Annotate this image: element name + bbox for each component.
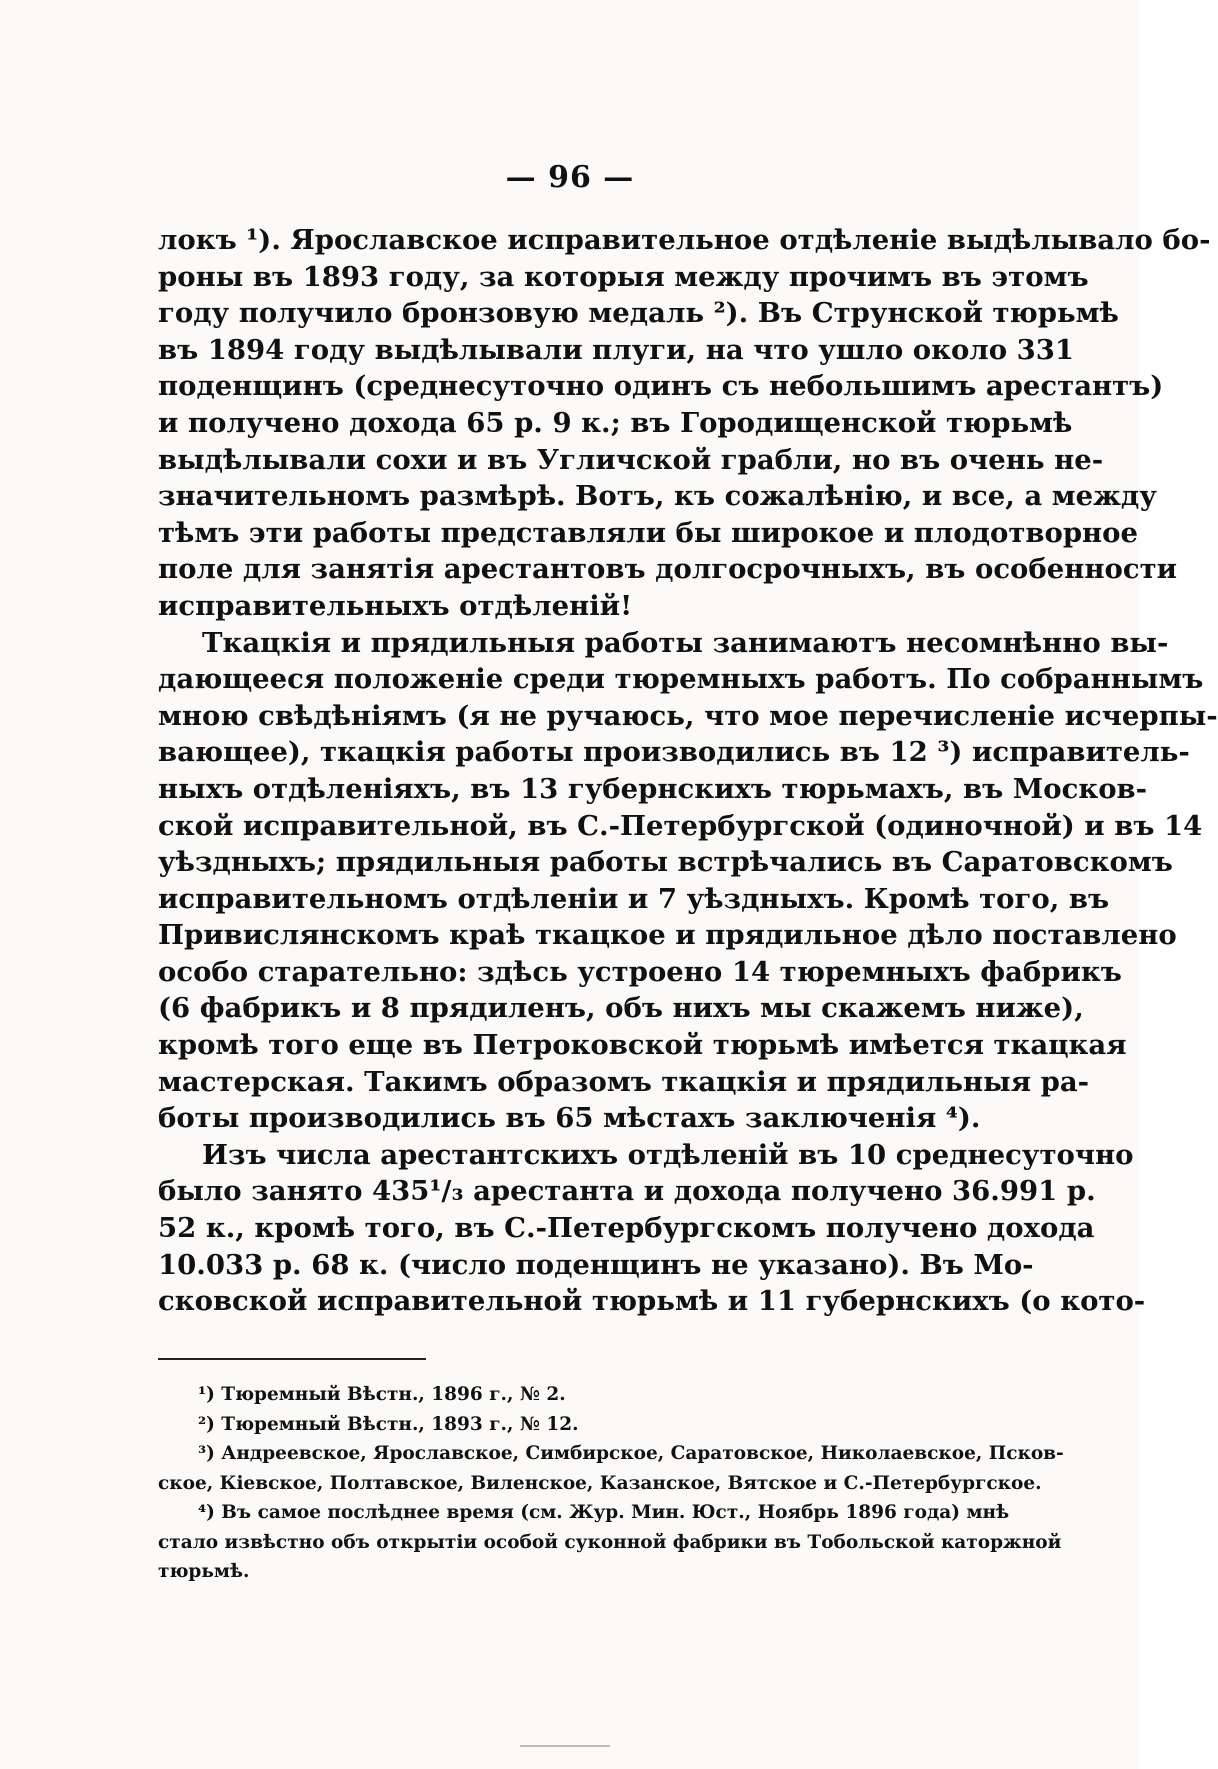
footnote-3-cont: ское, Кіевское, Полтавское, Виленское, Казанское, Вятское и С.-Петербургское. bbox=[158, 1472, 1042, 1494]
paragraph-2 bbox=[158, 625, 1218, 1137]
text-line: исправительномъ отдѣленіи и 7 уѣздныхъ. Кромѣ того, въ bbox=[158, 882, 1110, 915]
text-line: тѣмъ эти работы представляли бы широкое и плодотворное bbox=[158, 516, 1139, 549]
paragraph-1 bbox=[158, 222, 1211, 625]
text-line: мастерская. Такимъ образомъ ткацкія и прядильныя ра- bbox=[158, 1065, 1090, 1098]
footnotes bbox=[158, 1380, 1064, 1587]
bottom-edge-mark bbox=[520, 1745, 610, 1747]
text-line: (6 фабрикъ и 8 прядиленъ, объ нихъ мы скажемъ ниже), bbox=[158, 992, 1084, 1025]
footnote-separator bbox=[158, 1358, 426, 1360]
footnote-4: ⁴) Въ самое послѣднее время (см. Жур. Мин. Юст., Ноябрь 1896 года) мнѣ bbox=[198, 1502, 1010, 1523]
paragraph-3 bbox=[158, 1137, 1146, 1320]
text-line: и получено дохода 65 р. 9 к.; въ Городищенской тюрьмѣ bbox=[158, 406, 1073, 439]
text-line: Изъ числа арестантскихъ отдѣленій въ 10 среднесуточно bbox=[202, 1138, 1134, 1171]
text-line: роны въ 1893 году, за которыя между прочимъ въ этомъ bbox=[158, 260, 1089, 293]
text-line: выдѣлывали сохи и въ Угличской грабли, но въ очень не- bbox=[158, 443, 1104, 476]
text-line: уѣздныхъ; прядильныя работы встрѣчались въ Саратовскомъ bbox=[158, 846, 1173, 879]
body-text bbox=[158, 222, 1218, 1320]
text-line: въ 1894 году выдѣлывали плуги, на что ушло около 331 bbox=[158, 333, 1075, 366]
footnote-3: ³) Андреевское, Ярославское, Симбирское, Саратовское, Николаевское, Псков- bbox=[198, 1443, 1064, 1464]
text-line: 10.033 р. 68 к. (число поденщинъ не указано). Въ Мо- bbox=[158, 1248, 1034, 1281]
page-number: — 96 — bbox=[505, 160, 635, 195]
text-line: поденщинъ (среднесуточно одинъ съ небольшимъ арестантъ) bbox=[158, 370, 1164, 403]
footnote-2: ²) Тюремный Вѣстн., 1893 г., № 12. bbox=[198, 1413, 579, 1435]
text-line: вающее), ткацкія работы производились въ 12 ³) исправитель- bbox=[158, 736, 1190, 769]
text-line: особо старательно: здѣсь устроено 14 тюремныхъ фабрикъ bbox=[158, 955, 1122, 988]
footnote-4-end: тюрьмѣ. bbox=[158, 1561, 250, 1582]
footnote-1: ¹) Тюремный Вѣстн., 1896 г., № 2. bbox=[198, 1384, 566, 1405]
footnote-4-cont: стало извѣстно объ открытіи особой суконной фабрики въ Тобольской каторжной bbox=[158, 1531, 1062, 1553]
text-line: ныхъ отдѣленіяхъ, въ 13 губернскихъ тюрьмахъ, въ Москов- bbox=[158, 772, 1148, 805]
text-line: боты производились въ 65 мѣстахъ заключенія ⁴). bbox=[158, 1102, 981, 1135]
text-line: дающееся положеніе среди тюремныхъ работъ. По собраннымъ bbox=[158, 663, 1204, 696]
text-line: исправительныхъ отдѣленій! bbox=[158, 589, 633, 622]
text-line: году получило бронзовую медаль ²). Въ Струнской тюрьмѣ bbox=[158, 297, 1119, 330]
text-line: Ткацкія и прядильныя работы занимаютъ несомнѣнно вы- bbox=[202, 626, 1169, 659]
text-line: кромѣ того еще въ Петроковской тюрьмѣ имѣется ткацкая bbox=[158, 1029, 1127, 1062]
text-line: было занято 435¹/₃ арестанта и дохода получено 36.991 р. bbox=[158, 1175, 1096, 1208]
text-line: значительномъ размѣрѣ. Вотъ, къ сожалѣнію, и все, а между bbox=[158, 480, 1157, 513]
text-line: Привислянскомъ краѣ ткацкое и прядильное дѣло поставлено bbox=[158, 919, 1177, 952]
text-line: ской исправительной, въ С.-Петербургской (одиночной) и въ 14 bbox=[158, 809, 1203, 842]
text-line: локъ ¹). Ярославское исправительное отдѣленіе выдѣлывало бо- bbox=[158, 224, 1211, 256]
text-line: мною свѣдѣніямъ (я не ручаюсь, что мое перечисленіе исчерпы- bbox=[158, 699, 1218, 732]
text-line: сковской исправительной тюрьмѣ и 11 губернскихъ (о кото- bbox=[158, 1285, 1146, 1318]
text-line: 52 к., кромѣ того, въ С.-Петербургскомъ получено дохода bbox=[158, 1212, 1095, 1245]
text-line: поле для занятія арестантовъ долгосрочныхъ, въ особенности bbox=[158, 553, 1178, 586]
